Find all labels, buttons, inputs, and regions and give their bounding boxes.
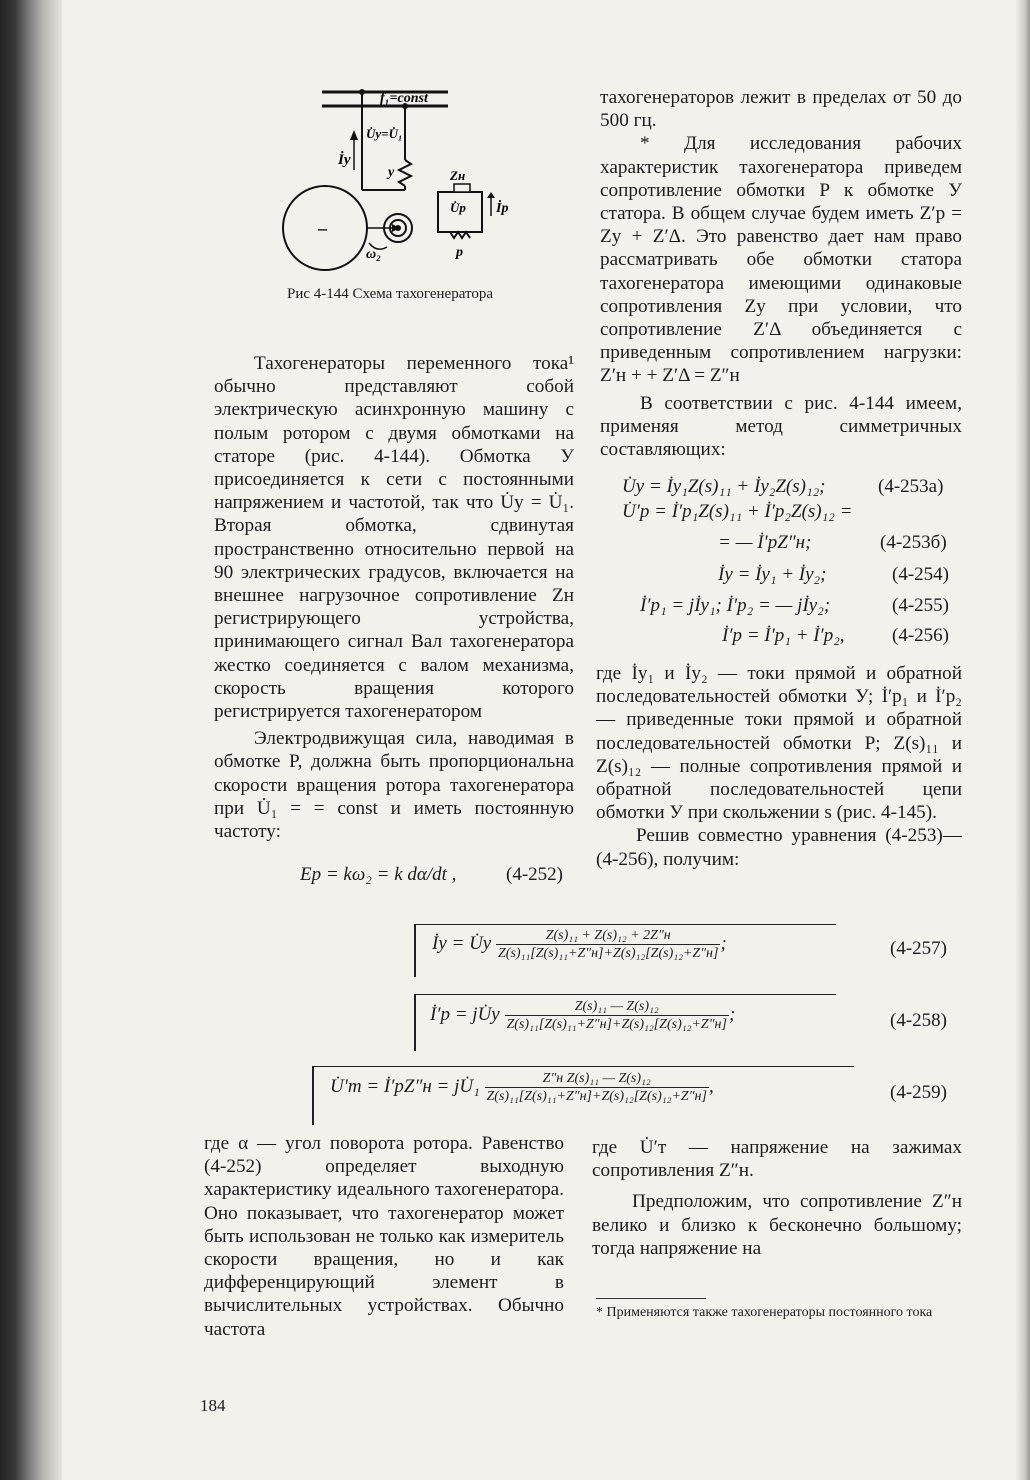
equation-number-4-252: (4-252) [506, 864, 563, 885]
equation-4-257-tail: ; [720, 932, 727, 954]
page-number: 184 [200, 1396, 226, 1415]
label-p: p [456, 245, 463, 260]
equation-4-258-numerator: Z(s)₁₁ — Z(s)₁₂ [505, 998, 729, 1016]
equation-number-4-259: (4-259) [890, 1082, 947, 1103]
label-uy: U̇y=U̇₁ [366, 126, 403, 141]
equation-4-259-lhs: U̇′т = İ′рZ″н = jU̇₁ [330, 1075, 480, 1097]
paragraph-symmetric: В соответствии с рис. 4-144 имеем, применяя метод симметричных составляющих: [600, 392, 962, 461]
equation-4-258-denominator: Z(s)₁₁[Z(s)₁₁+Z″н]+Z(s)₁₂[Z(s)₁₂+Z″н] [506, 1017, 727, 1032]
equation-4-259 [330, 1070, 714, 1105]
equation-4-255: İ′р₁ = jİу₁; İ′р₂ = — jİу₂; [640, 595, 831, 616]
paragraph-angle: где α — угол поворота ротора. Равенство (4-252) определяет выходную характеристику идеального тахогенератора. Оно показывает, что тахогенератор может быть использован не только как измеритель скорости вращения, но и как дифференцирующий элемент в вычислительных устройствах. Обычно частота [204, 1133, 564, 1340]
label-up: U̇p [450, 200, 466, 215]
equation-4-253b-line1: U̇′р = İ′р₁Z(s)₁₁ + İ′р₂Z(s)₁₂ = [622, 501, 853, 522]
label-zn: Zн [450, 168, 466, 183]
equation-4-253b-line2: = — İ′рZ″н; [718, 532, 812, 553]
left-column-bottom [204, 1132, 564, 1341]
equation-4-259-tail: , [708, 1075, 714, 1097]
equation-4-259-denominator: Z(s)₁₁[Z(s)₁₁+Z″н]+Z(s)₁₂[Z(s)₁₂+Z″н] [486, 1089, 707, 1104]
paragraph-emf: Электродвижущая сила, наводимая в обмотке P, должна быть пропорциональна скорости вращения ротора тахогенератора при U̇₁ = = const и иметь постоянную частоту: [214, 728, 574, 843]
equation-4-258-lhs: İ′р = jU̇у [430, 1003, 500, 1025]
right-column-middle [596, 662, 962, 871]
equation-4-253a: U̇у = İу₁Z(s)₁₁ + İу₂Z(s)₁₂; [622, 476, 826, 497]
equation-4-254: İу = İу₁ + İу₂; [718, 564, 827, 585]
equation-4-258-fraction [505, 998, 729, 1033]
equation-4-257-lhs: İу = U̇у [432, 932, 492, 954]
paragraph-assumption: Предположим, что сопротивление Z″н велико и близко к бесконечно большому; тогда напряжение на [592, 1191, 962, 1259]
equation-4-259-fraction [485, 1070, 709, 1105]
label-minus: – [318, 218, 327, 238]
right-column-top [600, 86, 962, 461]
equation-4-257-denominator: Z(s)₁₁[Z(s)₁₁+Z″н]+Z(s)₁₂[Z(s)₁₂+Z″н] [498, 946, 719, 961]
equation-number-4-255: (4-255) [892, 595, 949, 616]
paragraph-frequency: тахогенераторов лежит в пределах от 50 до 500 гц. [600, 87, 962, 132]
left-column-top [214, 352, 574, 843]
label-ip: İp [496, 201, 509, 216]
equation-number-4-254: (4-254) [892, 564, 949, 585]
label-y: y [388, 165, 395, 180]
label-omega2: ω₂ [366, 247, 382, 262]
equation-number-4-253b: (4-253б) [880, 532, 947, 553]
equation-4-258-tail: ; [728, 1003, 736, 1025]
equation-number-4-258: (4-258) [890, 1010, 947, 1031]
page-edge-shadow [1016, 0, 1030, 1480]
label-f1: f₁=const [380, 91, 428, 106]
equation-number-4-256: (4-256) [892, 625, 949, 646]
equation-4-257 [432, 927, 727, 962]
paragraph-research: * Для исследования рабочих характеристик тахогенератора приведем сопротивление обмотки P к обмотке У статора. В общем случае будем иметь Z′р = Zу + Z′Δ. Это равенство дает нам право рассматривать обе обмотки статора тахогенератора имеющими одинаковые сопротивления Zу при условии, что сопротивление Z′Δ объединяется с приведенным сопротивлением нагрузки: Z′н + + Z′Δ = Z″н [600, 133, 962, 387]
paragraph-currents: где İу₁ и İу₂ — токи прямой и обратной последовательностей обмотки У; İ′р₁ и İ′р₂ — приведенные токи прямой и обратной последовательностей обмотки P; Z(s)₁₁ и Z(s)₁₂ — полные сопротивления прямой и обратной последовательностей цепи обмотки У при скольжении s (рис. 4-145). [596, 663, 962, 824]
paragraph-intro: Тахогенераторы переменного тока¹ обычно представляют собой электрическую асинхронную машину с полым ротором с двумя обмотками на статоре (рис. 4-144). Обмотка У присоединяется к сети с постоянными напряжением и частотой, так что U̇у = U̇₁. Вторая обмотка, сдвинутая пространственно относительно первой на 90 электрических градусов, включается на внешнее нагрузочное сопротивление Zн регистрирующего устройства, принимающего сигнал Вал тахогенератора жестко соединяется с валом механизма, скорость вращения которого регистрируется тахогенератором [214, 353, 574, 723]
equation-4-252: Eр = kω₂ = k dα/dt , [300, 864, 457, 885]
book-binding-shadow [0, 0, 62, 1480]
equation-4-258 [430, 998, 735, 1033]
footnote-rule [596, 1298, 706, 1299]
right-column-bottom [592, 1136, 962, 1260]
equation-number-4-257: (4-257) [890, 938, 947, 959]
paragraph-solving: Решив совместно уравнения (4-253)—(4-256), получим: [596, 825, 962, 870]
label-iy: İy [338, 152, 351, 168]
equation-4-257-numerator: Z(s)₁₁ + Z(s)₁₂ + 2Z″н [496, 927, 720, 945]
equation-4-256: İ′р = İ′р₁ + İ′р₂, [722, 625, 845, 646]
figure-caption: Рис 4-144 Схема тахогенератора [286, 286, 493, 302]
equation-4-259-numerator: Z″н Z(s)₁₁ — Z(s)₁₂ [485, 1070, 709, 1088]
equation-4-257-fraction [496, 927, 720, 962]
equation-number-4-253a: (4-253а) [878, 476, 944, 497]
footnote: * Применяются также тахогенераторы постоянного тока [596, 1305, 933, 1320]
paragraph-voltage: где U̇′т — напряжение на зажимах сопротивления Z″н. [592, 1137, 962, 1182]
tachogenerator-diagram [270, 80, 510, 280]
